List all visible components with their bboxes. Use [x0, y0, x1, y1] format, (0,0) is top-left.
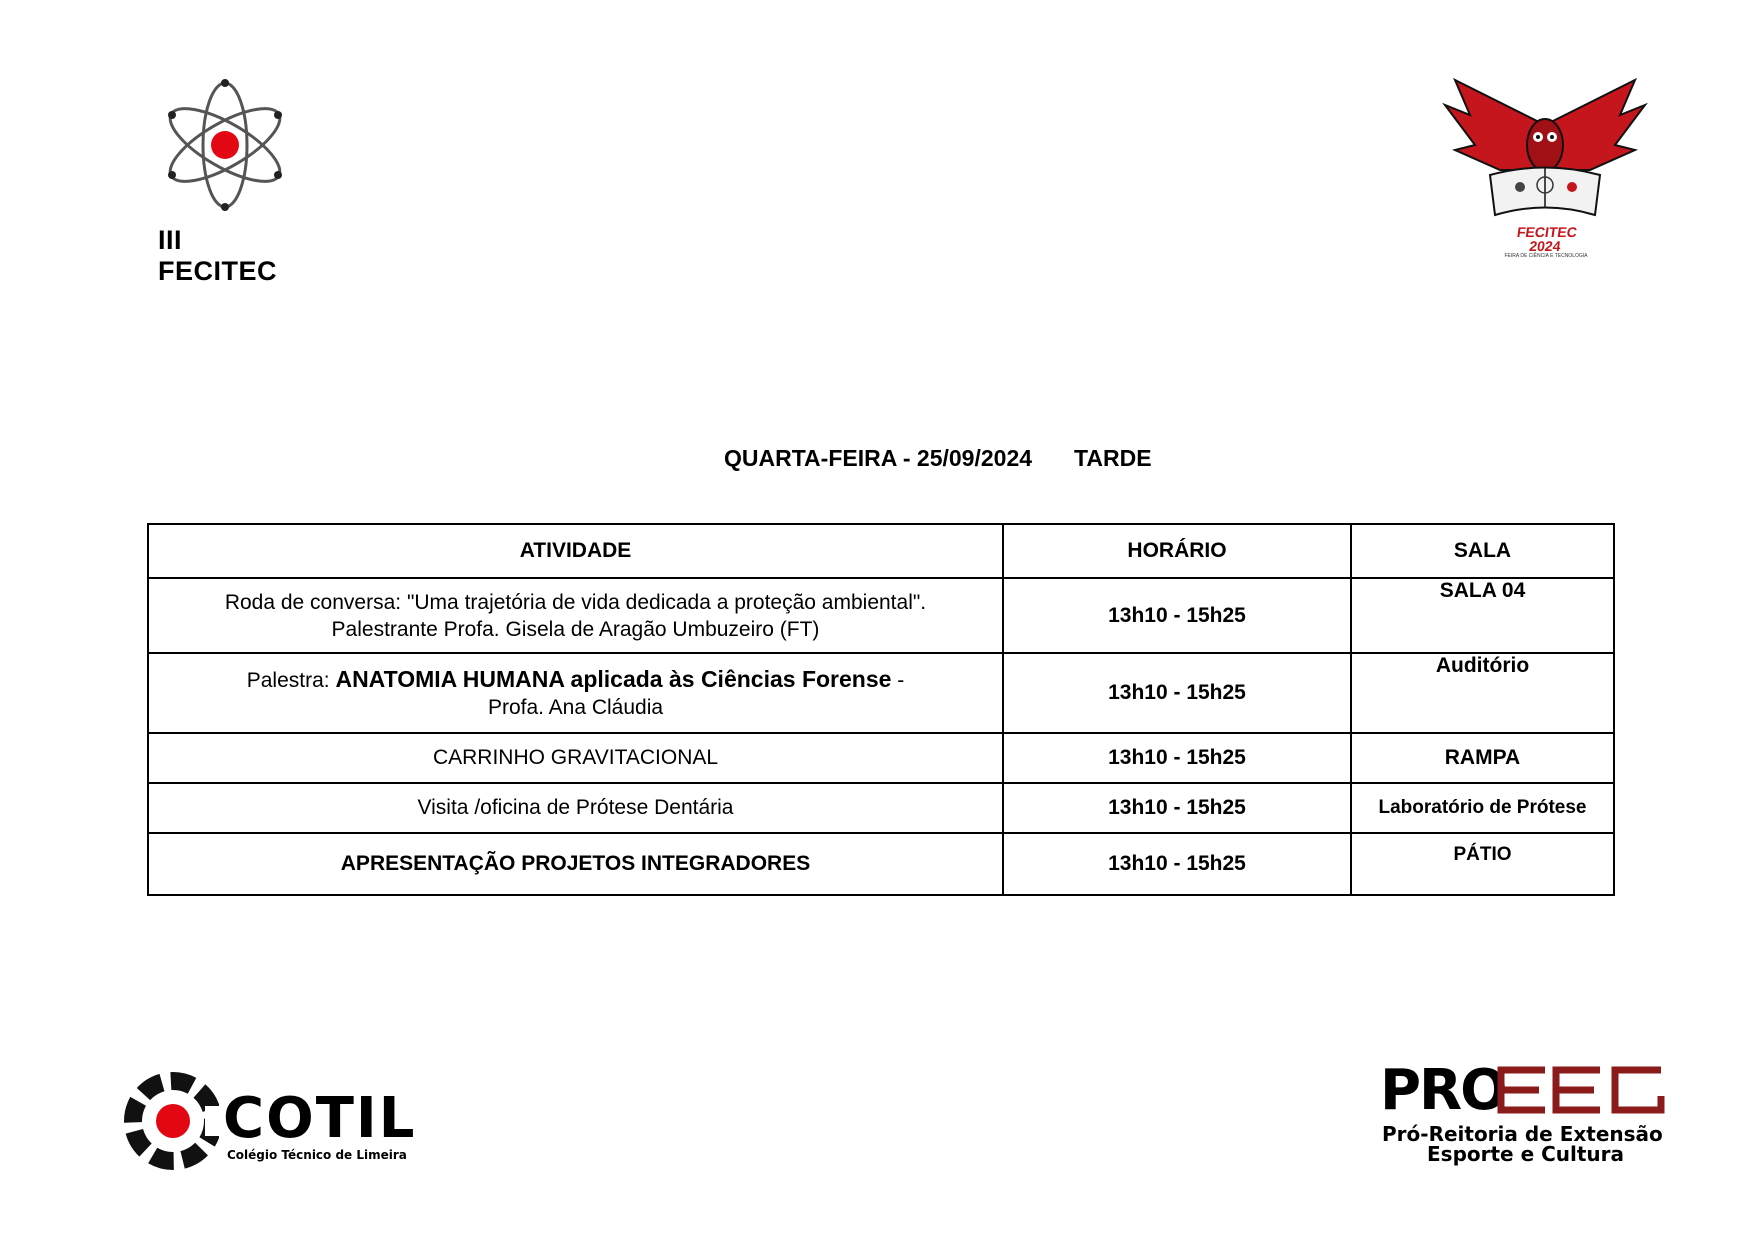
- room-cell: RAMPA: [1351, 733, 1614, 783]
- cotil-emblem-icon: [123, 1066, 219, 1176]
- activity-prefix: Palestra:: [246, 668, 336, 692]
- atom-icon: [160, 75, 290, 215]
- activity-suffix: -: [891, 668, 905, 692]
- fecitec-logo: [150, 75, 300, 286]
- proeec-logo-line1: Pró-Reitoria de Extensão: [1382, 1122, 1663, 1146]
- activity-cell: [148, 653, 1003, 733]
- owl-logo-year: 2024: [1528, 238, 1562, 254]
- cotil-logo-name: COTIL: [223, 1086, 417, 1151]
- heading-period: TARDE: [1074, 445, 1152, 471]
- time-cell: 13h10 - 15h25: [1003, 833, 1351, 895]
- schedule-table: [147, 523, 1615, 896]
- activity-cell: Visita /oficina de Prótese Dentária: [148, 783, 1003, 833]
- time-cell: 13h10 - 15h25: [1003, 733, 1351, 783]
- fecitec-owl-logo: [1440, 75, 1650, 265]
- fecitec-logo-text: III FECITEC: [158, 225, 278, 286]
- table-row: [148, 653, 1614, 733]
- proeec-logo: [1380, 1058, 1670, 1172]
- activity-cell: CARRINHO GRAVITACIONAL: [148, 733, 1003, 783]
- room-cell: PÁTIO: [1351, 833, 1614, 895]
- cotil-logo: [123, 1066, 417, 1181]
- activity-speaker: Palestrante Profa. Gisela de Aragão Umbuzeiro (FT): [331, 617, 820, 641]
- time-cell: 13h10 - 15h25: [1003, 653, 1351, 733]
- owl-icon: [1440, 75, 1650, 225]
- heading-day: QUARTA-FEIRA - 25/09/2024: [724, 445, 1033, 471]
- table-row: [148, 783, 1614, 833]
- column-header-activity: ATIVIDADE: [148, 524, 1003, 578]
- activity-cell: APRESENTAÇÃO PROJETOS INTEGRADORES: [148, 833, 1003, 895]
- table-row: [148, 833, 1614, 895]
- proeec-logo-line2: Esporte e Cultura: [1427, 1142, 1625, 1166]
- room-cell: SALA 04: [1351, 578, 1614, 653]
- table-row: [148, 733, 1614, 783]
- column-header-time: HORÁRIO: [1003, 524, 1351, 578]
- room-cell: Auditório: [1351, 653, 1614, 733]
- activity-title: ANATOMIA HUMANA aplicada às Ciências Forense: [335, 665, 892, 692]
- activity-cell: [148, 578, 1003, 653]
- eec-mark-icon: [1495, 1066, 1667, 1114]
- activity-speaker: Profa. Ana Cláudia: [487, 695, 664, 719]
- time-cell: 13h10 - 15h25: [1003, 578, 1351, 653]
- table-header-row: [148, 524, 1614, 578]
- room-cell: Laboratório de Prótese: [1351, 783, 1614, 833]
- proeec-logo-pro: PRO: [1380, 1058, 1506, 1123]
- cotil-logo-subtitle: Colégio Técnico de Limeira: [227, 1148, 407, 1162]
- activity-title: Roda de conversa: "Uma trajetória de vida dedicada a proteção ambiental".: [224, 590, 927, 614]
- column-header-room: SALA: [1351, 524, 1614, 578]
- time-cell: 13h10 - 15h25: [1003, 783, 1351, 833]
- owl-logo-subtitle: FEIRA DE CIÊNCIA E TECNOLOGIA: [1504, 253, 1588, 259]
- table-row: [148, 578, 1614, 653]
- owl-logo-title: FECITEC: [1515, 224, 1579, 240]
